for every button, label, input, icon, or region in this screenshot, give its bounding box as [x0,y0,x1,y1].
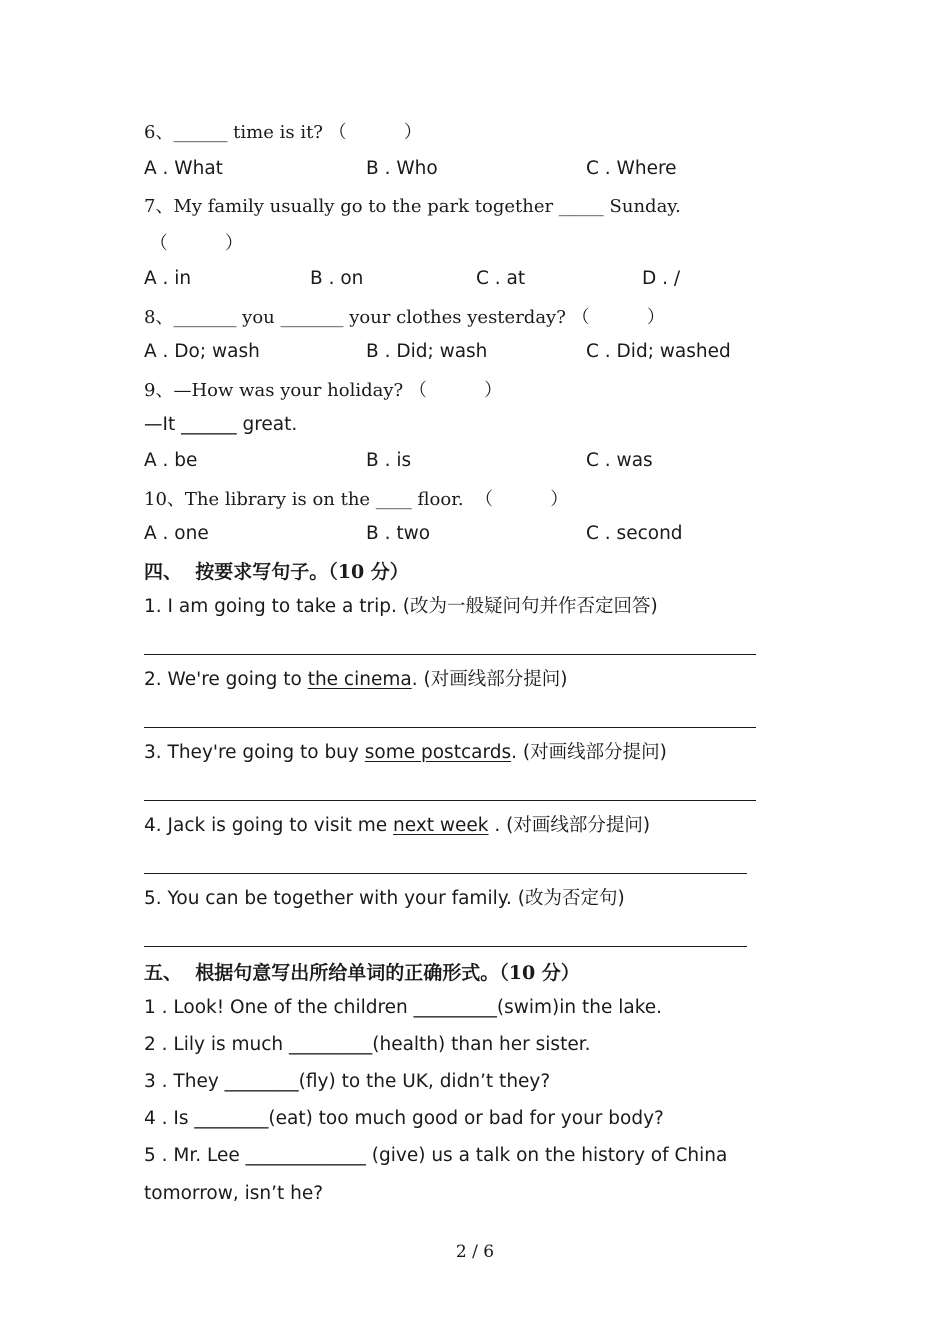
question-10-stem: 10、The library is on the ____ floor. （ ） [144,489,569,510]
q8-option-c: C . Did; washed [586,341,731,362]
question-7-answer-bracket: （ ） [144,233,243,254]
question-6-stem: 6、______ time is it? （ ） [144,122,422,143]
section-5-title: 五、 根据句意写出所给单词的正确形式。（10 分） [144,962,580,984]
section-4-item-2: 2. We're going to the cinema. (对画线部分提问) [144,669,568,690]
section-5-item-5: 5 . Mr. Lee _____________ (give) us a talk on the history of China [144,1145,728,1166]
q10-option-a: A . one [144,523,209,544]
q9-option-a: A . be [144,450,198,471]
q9-option-b: B . is [366,450,412,471]
section-4-item-4: 4. Jack is going to visit me next week . (对画线部分提问) [144,815,651,836]
q9-option-c: C . was [586,450,653,471]
section-5-item-4: 4 . Is ________(eat) too much good or bad for your body? [144,1108,664,1129]
question-9-reply: —It ______ great. [144,414,298,435]
section-5-item-5-continued: tomorrow, isn’t he? [144,1183,324,1204]
underlined-phrase: the cinema [307,669,412,690]
section-5-item-3: 3 . They ________(fly) to the UK, didn’t they? [144,1071,551,1092]
underlined-phrase: next week [393,815,489,836]
question-9-stem: 9、—How was your holiday? （ ） [144,380,503,401]
q7-option-a: A . in [144,268,192,289]
question-7-stem: 7、My family usually go to the park together _____ Sunday. [144,196,681,217]
q10-option-c: C . second [586,523,683,544]
q7-option-d: D . / [642,268,681,289]
q8-option-a: A . Do; wash [144,341,260,362]
answer-line-2 [144,727,756,728]
q6-option-a: A . What [144,158,223,179]
q8-option-b: B . Did; wash [366,341,488,362]
q6-option-c: C . Where [586,158,677,179]
q10-option-b: B . two [366,523,431,544]
section-4-item-5: 5. You can be together with your family. (改为否定句) [144,888,625,909]
answer-line-5 [144,946,747,947]
question-8-stem: 8、_______ you _______ your clothes yesterday? （ ） [144,307,665,328]
section-4-title: 四、 按要求写句子。（10 分） [144,561,409,583]
section-4-item-1: 1. I am going to take a trip. (改为一般疑问句并作否定回答) [144,596,658,617]
q6-option-b: B . Who [366,158,438,179]
section-5-item-2: 2 . Lily is much _________(health) than her sister. [144,1034,591,1055]
answer-line-1 [144,654,756,655]
answer-line-3 [144,800,756,801]
q7-option-b: B . on [310,268,364,289]
page-number: 2 / 6 [455,1242,495,1262]
section-5-item-1: 1 . Look! One of the children _________(swim)in the lake. [144,997,663,1018]
answer-line-4 [144,873,747,874]
section-4-item-3: 3. They're going to buy some postcards. (对画线部分提问) [144,742,667,763]
underlined-phrase: some postcards [364,742,512,763]
q7-option-c: C . at [476,268,526,289]
